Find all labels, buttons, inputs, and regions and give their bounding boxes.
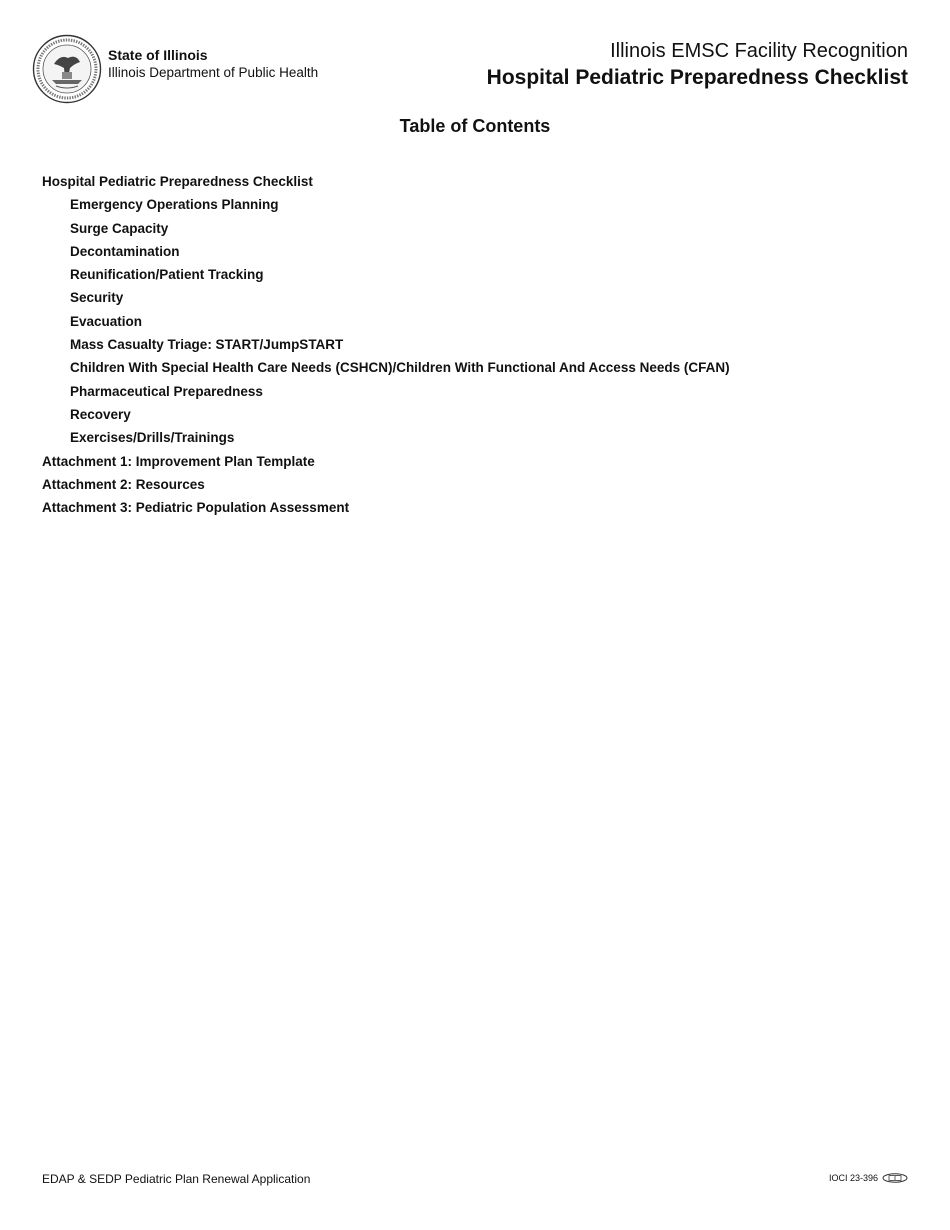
toc-entry[interactable]: Security — [70, 290, 124, 306]
toc-entry[interactable]: Surge Capacity — [70, 220, 169, 236]
toc-entry[interactable]: Hospital Pediatric Preparedness Checklist — [42, 174, 313, 189]
table-of-contents — [42, 170, 730, 519]
document-title: Hospital Pediatric Preparedness Checklist — [486, 66, 908, 89]
toc-entry[interactable]: Evacuation — [70, 313, 143, 329]
toc-entry[interactable]: Mass Casualty Triage: START/JumpSTART — [70, 337, 344, 353]
toc-heading: Table of Contents — [399, 116, 551, 136]
footer-form-id — [829, 1173, 908, 1183]
toc-entry[interactable]: Children With Special Health Care Needs (CSHCN)/Children With Functional And Access Needs (CFAN) — [70, 360, 730, 376]
toc-entry[interactable]: Pharmaceutical Preparedness — [70, 383, 263, 399]
agency-department-name: Illinois Department of Public Health — [108, 65, 319, 80]
toc-entry[interactable]: Attachment 3: Pediatric Population Assessment — [42, 500, 350, 516]
toc-entry[interactable]: Emergency Operations Planning — [70, 197, 279, 213]
form-number: IOCI 23-396 — [828, 1173, 878, 1183]
toc-entry[interactable]: Attachment 1: Improvement Plan Template — [42, 453, 315, 469]
toc-entry[interactable]: Exercises/Drills/Trainings — [70, 430, 235, 446]
agency-state-name: State of Illinois — [108, 47, 208, 63]
toc-entry[interactable]: Decontamination — [70, 243, 180, 259]
toc-entry[interactable]: Attachment 2: Resources — [42, 476, 205, 492]
footer-application-name: EDAP & SEDP Pediatric Plan Renewal Application — [42, 1172, 311, 1186]
toc-entry[interactable]: Recovery — [70, 406, 131, 422]
union-label-icon — [882, 1173, 908, 1183]
program-name: Illinois EMSC Facility Recognition — [610, 40, 908, 62]
toc-entry[interactable]: Reunification/Patient Tracking — [70, 267, 264, 283]
state-seal-logo — [32, 34, 102, 104]
